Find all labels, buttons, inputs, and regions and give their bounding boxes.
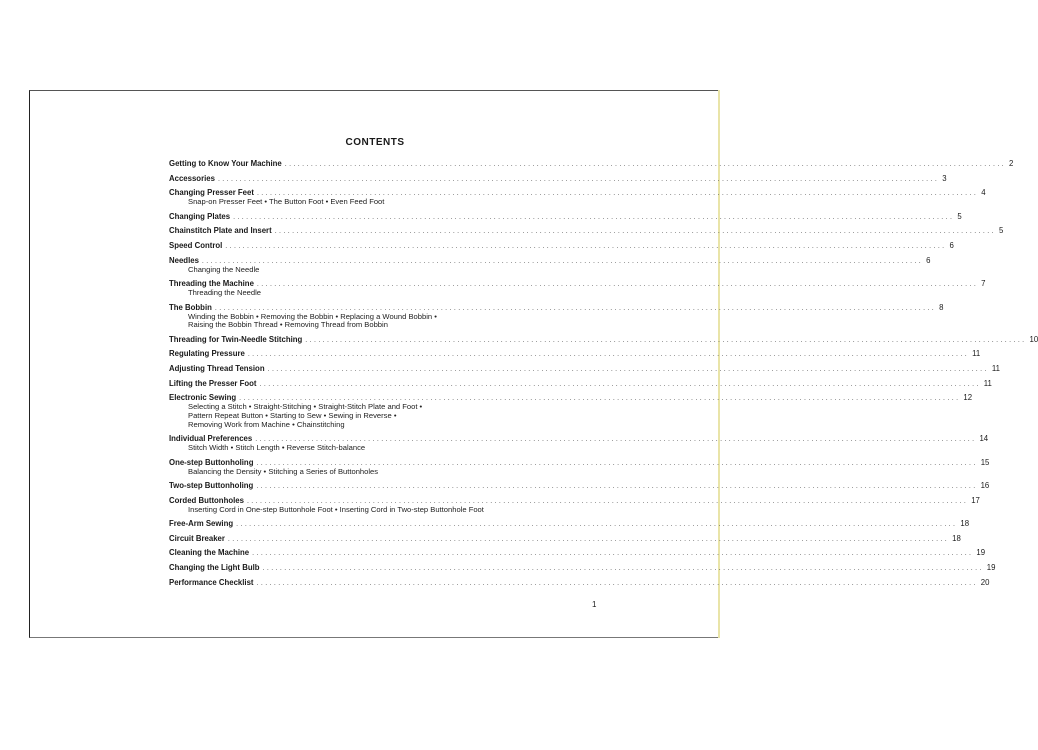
dot-leader: ......................................................................................................................................................................: [262, 565, 984, 573]
toc-entry-page: 19: [976, 548, 986, 558]
dot-leader: ......................................................................................................................................................................: [201, 257, 924, 265]
toc-subtopics: Raising the Bobbin Thread • Removing Thread from Bobbin: [188, 320, 388, 330]
dot-leader: ......................................................................................................................................................................: [259, 380, 981, 388]
toc-entry-page: 18: [952, 533, 961, 543]
dot-leader: ......................................................................................................................................................................: [233, 213, 955, 221]
dot-leader: ......................................................................................................................................................................: [239, 395, 961, 403]
toc-entry-page: 5: [957, 211, 962, 221]
dot-leader: ......................................................................................................................................................................: [267, 366, 989, 374]
toc-entry-title: Getting to Know Your Machine: [169, 159, 282, 168]
toc-entry-title: Changing Plates: [169, 211, 231, 221]
toc-entry: [169, 348, 981, 359]
toc-entry-page: 8: [939, 302, 944, 312]
toc-entry-page: 6: [949, 241, 954, 251]
toc-subtopics: Stitch Width • Stitch Length • Reverse Stitch-balance: [188, 443, 366, 453]
toc-entry-row: [169, 211, 962, 222]
toc-entry-row: [169, 547, 986, 558]
toc-subtopics: Removing Work from Machine • Chainstitching: [188, 419, 345, 429]
toc-entry: [169, 433, 989, 453]
toc-entry-page: 10: [1029, 334, 1038, 344]
toc-entry: [169, 363, 1000, 374]
toc-entry-page: 11: [972, 349, 981, 359]
toc-entry-row: [169, 562, 996, 573]
toc-entry-title: Speed Control: [169, 241, 223, 251]
toc-entry-title: Circuit Breaker: [169, 533, 225, 543]
toc-entry-title: Changing Presser Feet: [169, 188, 254, 198]
toc-entry: [169, 495, 980, 515]
dot-leader: ......................................................................................................................................................................: [284, 161, 1007, 168]
toc-entry: [169, 158, 1014, 169]
toc-entry-page: 19: [986, 563, 996, 573]
toc-entry-title: Performance Checklist: [169, 577, 254, 587]
dot-leader: ......................................................................................................................................................................: [227, 535, 950, 543]
toc-entry-title: Threading for Twin-Needle Stitching: [169, 334, 303, 344]
toc-entry-row: [169, 348, 981, 359]
toc-entry-row: [169, 173, 947, 184]
toc-entry-page: 16: [980, 481, 990, 491]
toc-entry: [169, 173, 947, 184]
toc-entry-page: 15: [980, 457, 990, 467]
dot-leader: ......................................................................................................................................................................: [246, 497, 969, 505]
toc-entry-row: [169, 480, 990, 491]
dot-leader: ......................................................................................................................................................................: [255, 436, 977, 444]
toc-entry-title: Accessories: [169, 173, 215, 183]
toc-entry-page: 2: [1009, 159, 1014, 168]
toc-entry-title: Changing the Light Bulb: [169, 563, 260, 573]
dot-leader: ......................................................................................................................................................................: [305, 336, 1027, 344]
toc-entry: [169, 533, 961, 544]
dot-leader: ......................................................................................................................................................................: [256, 459, 978, 467]
toc-entry-row: [169, 158, 1014, 169]
dot-leader: ......................................................................................................................................................................: [236, 521, 958, 529]
toc-entry: [169, 457, 990, 477]
toc-entry: [169, 278, 986, 298]
toc-subtopics: Winding the Bobbin • Removing the Bobbin • Replacing a Wound Bobbin •: [188, 311, 437, 321]
toc-entry: [169, 378, 992, 389]
toc-entry: [169, 225, 1004, 236]
toc-entry-row: [169, 577, 990, 588]
toc-entry-page: 11: [991, 364, 1000, 374]
toc-entry-page: 17: [971, 495, 980, 505]
table-of-contents: [169, 158, 1038, 592]
dot-leader: ......................................................................................................................................................................: [256, 579, 978, 587]
toc-entry-page: 3: [942, 173, 947, 183]
toc-subtopics: Snap-on Presser Feet • The Button Foot • Even Feed Foot: [188, 197, 385, 207]
toc-entry-title: Needles: [169, 255, 199, 265]
toc-entry-title: Two-step Buttonholing: [169, 481, 254, 491]
toc-entry-row: [169, 302, 944, 313]
contents-title: CONTENTS: [345, 137, 405, 148]
dot-leader: ......................................................................................................................................................................: [256, 483, 978, 491]
toc-entry: [169, 187, 986, 207]
toc-entry: [169, 480, 990, 491]
toc-entry-title: Free-Arm Sewing: [169, 519, 234, 529]
toc-entry: [169, 302, 944, 330]
toc-subtopics: Changing the Needle: [188, 264, 260, 274]
dot-leader: ......................................................................................................................................................................: [247, 351, 970, 359]
dot-leader: ......................................................................................................................................................................: [214, 304, 937, 312]
toc-subtopics: Pattern Repeat Button • Starting to Sew • Sewing in Reverse •: [188, 411, 397, 421]
toc-entry-page: 4: [981, 188, 986, 198]
toc-entry-title: The Bobbin: [169, 302, 212, 312]
toc-entry-row: [169, 240, 954, 251]
dot-leader: ......................................................................................................................................................................: [217, 175, 940, 183]
toc-entry-title: Corded Buttonholes: [169, 495, 244, 505]
dot-leader: ......................................................................................................................................................................: [274, 228, 996, 236]
toc-entry-row: [169, 457, 990, 468]
toc-entry-title: Chainstitch Plate and Insert: [169, 226, 272, 236]
toc-entry-page: 20: [980, 577, 990, 587]
toc-subtopics: Selecting a Stitch • Straight-Stitching • Straight-Stitch Plate and Foot •: [188, 402, 423, 412]
toc-entry-row: [169, 378, 992, 389]
toc-subtopics: Threading the Needle: [188, 288, 262, 298]
toc-entry: [169, 562, 996, 573]
toc-entry-title: Regulating Pressure: [169, 349, 245, 359]
toc-entry: [169, 334, 1038, 345]
toc-entry-page: 7: [981, 279, 986, 289]
toc-entry: [169, 577, 990, 588]
toc-entry-title: Adjusting Thread Tension: [169, 364, 265, 374]
dot-leader: ......................................................................................................................................................................: [252, 550, 974, 558]
toc-entry-row: [169, 363, 1000, 374]
toc-entry: [169, 211, 962, 222]
toc-subtopics: Balancing the Density • Stitching a Series of Buttonholes: [188, 466, 379, 476]
toc-entry-row: [169, 533, 961, 544]
toc-entry-page: 12: [963, 393, 973, 403]
toc-entry: [169, 547, 986, 558]
dot-leader: ......................................................................................................................................................................: [256, 281, 979, 289]
toc-entry: [169, 240, 954, 251]
page-number: 1: [592, 600, 597, 609]
toc-entry-row: [169, 518, 970, 529]
toc-entry-row: [169, 334, 1038, 345]
toc-entry-title: Cleaning the Machine: [169, 548, 250, 558]
toc-entry-title: Threading the Machine: [169, 279, 254, 289]
toc-entry-page: 6: [926, 255, 931, 265]
toc-entry-page: 18: [960, 519, 970, 529]
toc-subtopics: Inserting Cord in One-step Buttonhole Foot • Inserting Cord in Two-step Buttonhole Foot: [188, 504, 484, 514]
toc-entry: [169, 518, 970, 529]
toc-entry-page: 5: [998, 226, 1004, 236]
toc-entry-row: [169, 225, 1004, 236]
toc-entry-title: Electronic Sewing: [169, 393, 237, 403]
toc-entry-page: 14: [979, 434, 989, 444]
toc-entry-title: Individual Preferences: [169, 434, 253, 444]
toc-entry: [169, 255, 931, 275]
toc-entry-page: 11: [983, 378, 992, 388]
toc-entry: [169, 392, 973, 429]
toc-entry-title: Lifting the Presser Foot: [169, 378, 257, 388]
toc-entry-title: One-step Buttonholing: [169, 457, 254, 467]
dot-leader: ......................................................................................................................................................................: [225, 243, 947, 251]
dot-leader: ......................................................................................................................................................................: [256, 190, 979, 198]
